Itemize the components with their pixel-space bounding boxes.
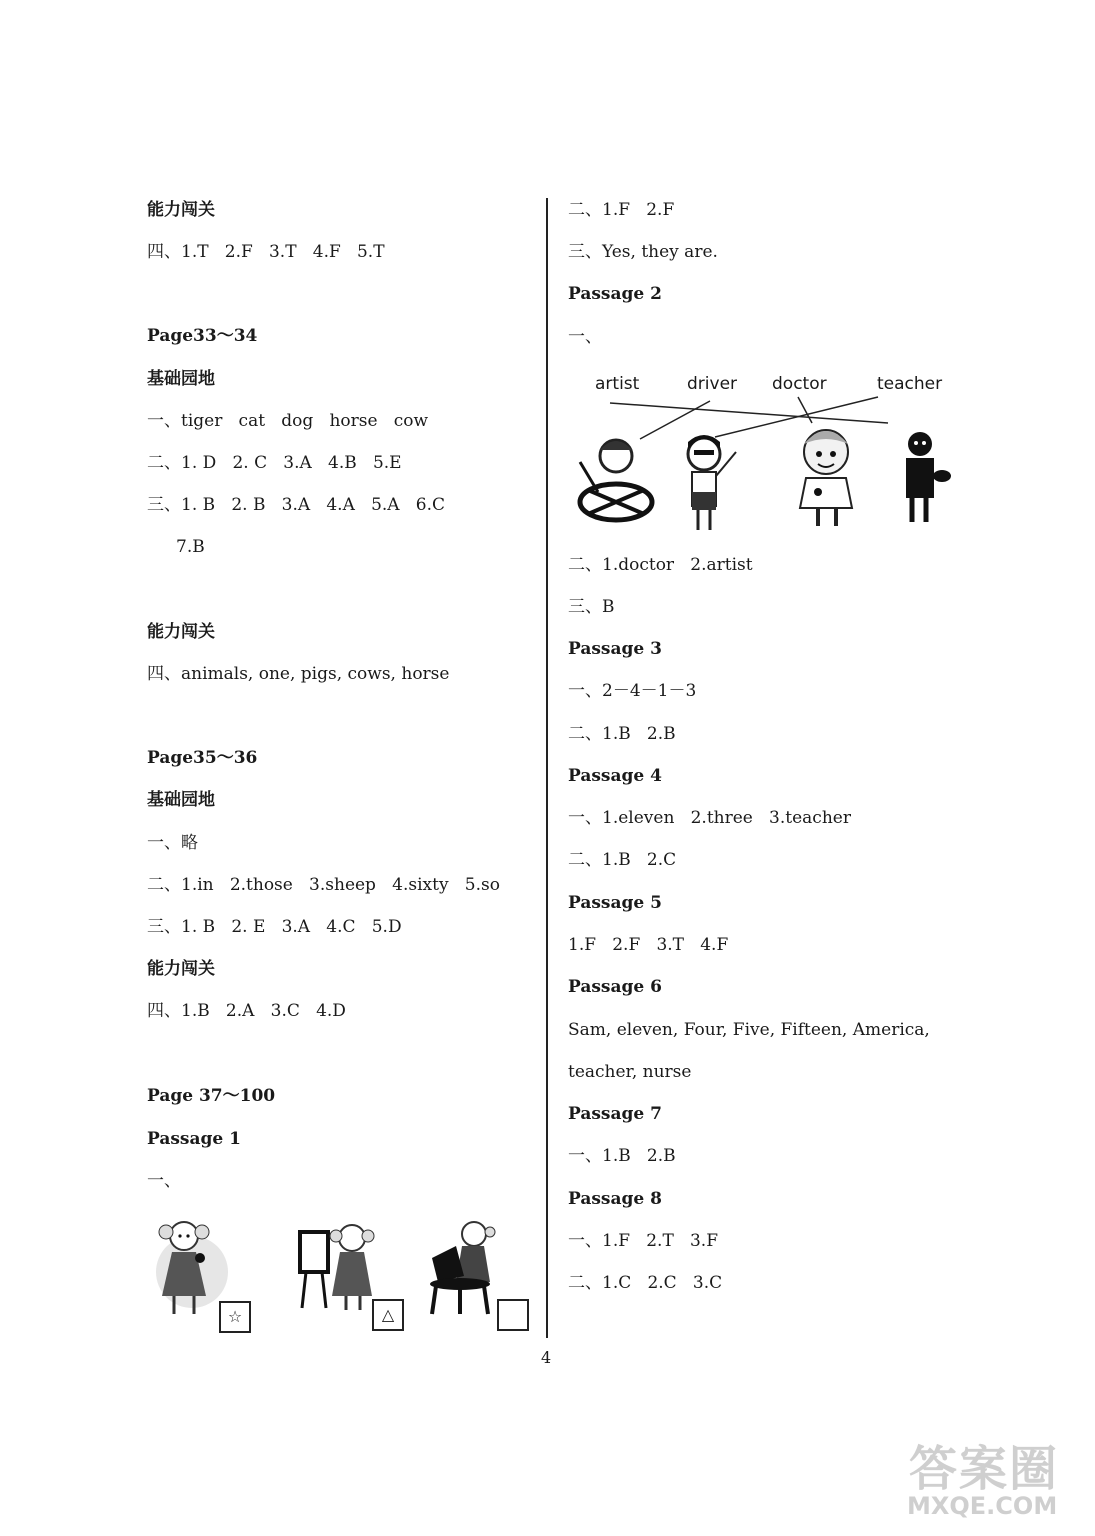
answer-line: 一、1.F 2.T 3.F bbox=[568, 1231, 719, 1251]
answer-line: 二、1. D 2. C 3.A 4.B 5.E bbox=[147, 453, 402, 473]
answer-line: 一、tiger cat dog horse cow bbox=[147, 411, 429, 431]
passage-heading: Passage 8 bbox=[568, 1189, 662, 1209]
watermark bbox=[895, 1430, 1095, 1530]
section-heading: 能力闯关 bbox=[147, 200, 215, 220]
answer-line: 二、1.C 2.C 3.C bbox=[568, 1273, 723, 1293]
passage-heading: Passage 6 bbox=[568, 977, 662, 997]
answer-line: Sam, eleven, Four, Five, Fifteen, America, bbox=[568, 1020, 930, 1040]
section-heading: 能力闯关 bbox=[147, 959, 215, 979]
answer-line: 四、1.B 2.A 3.C 4.D bbox=[147, 1001, 346, 1021]
answer-box: ☆ bbox=[219, 1301, 251, 1333]
answer-line: 二、1.doctor 2.artist bbox=[568, 555, 753, 575]
driver-figure bbox=[574, 432, 660, 524]
section-heading: 基础园地 bbox=[147, 369, 215, 389]
answer-line: 三、1. B 2. E 3.A 4.C 5.D bbox=[147, 917, 402, 937]
doctor-figure bbox=[796, 424, 860, 530]
page-heading: Page33～34 bbox=[147, 326, 258, 346]
watermark-bottom: MXQE.COM bbox=[907, 1492, 1058, 1520]
answer-line: 二、1.in 2.those 3.sheep 4.sixty 5.so bbox=[147, 875, 500, 895]
passage-heading: Passage 3 bbox=[568, 639, 662, 659]
passage-heading: Passage 2 bbox=[568, 284, 662, 304]
passage-heading: Passage 1 bbox=[147, 1129, 241, 1149]
answer-line: teacher, nurse bbox=[568, 1062, 692, 1082]
answer-line: 一、略 bbox=[147, 833, 198, 853]
answer-line: 一、1.eleven 2.three 3.teacher bbox=[568, 808, 851, 828]
passage-heading: Passage 5 bbox=[568, 893, 662, 913]
passage-heading: Passage 4 bbox=[568, 766, 662, 786]
passage-heading: Passage 7 bbox=[568, 1104, 662, 1124]
answer-line: 四、animals, one, pigs, cows, horse bbox=[147, 664, 450, 684]
answer-line: 四、1.T 2.F 3.T 4.F 5.T bbox=[147, 242, 385, 262]
page-heading: Page35～36 bbox=[147, 748, 258, 768]
answer-line: 一、2－4－1－3 bbox=[568, 681, 697, 701]
answer-line: 三、1. B 2. B 3.A 4.A 5.A 6.C bbox=[147, 495, 446, 515]
answer-line: 三、Yes, they are. bbox=[568, 242, 718, 262]
page-number: 4 bbox=[541, 1348, 552, 1367]
answer-line: 7.B bbox=[176, 537, 205, 557]
column-divider bbox=[546, 198, 548, 1338]
page-heading: Page 37～100 bbox=[147, 1086, 276, 1106]
answer-line: 二、1.F 2.F bbox=[568, 200, 675, 220]
answer-line: 一、 bbox=[568, 327, 602, 347]
section-heading: 基础园地 bbox=[147, 790, 215, 810]
answer-line: 1.F 2.F 3.T 4.F bbox=[568, 935, 729, 955]
job-label-doctor: doctor bbox=[772, 374, 827, 394]
girl-computer-illustration bbox=[426, 1218, 498, 1318]
watermark-top: 答案圈 bbox=[909, 1441, 1060, 1497]
answer-box bbox=[497, 1299, 529, 1331]
artist-figure bbox=[898, 430, 954, 526]
section-heading: 能力闯关 bbox=[147, 622, 215, 642]
answer-line: 一、 bbox=[147, 1171, 181, 1191]
girl-singing-illustration bbox=[150, 1212, 230, 1322]
job-label-artist: artist bbox=[595, 374, 640, 394]
answer-line: 三、B bbox=[568, 597, 615, 617]
job-label-driver: driver bbox=[687, 374, 738, 394]
answer-box: △ bbox=[372, 1299, 404, 1331]
teacher-figure bbox=[680, 432, 742, 534]
answer-line: 一、1.B 2.B bbox=[568, 1146, 676, 1166]
job-label-teacher: teacher bbox=[877, 374, 943, 394]
answer-line: 二、1.B 2.C bbox=[568, 850, 677, 870]
answer-line: 二、1.B 2.B bbox=[568, 724, 676, 744]
